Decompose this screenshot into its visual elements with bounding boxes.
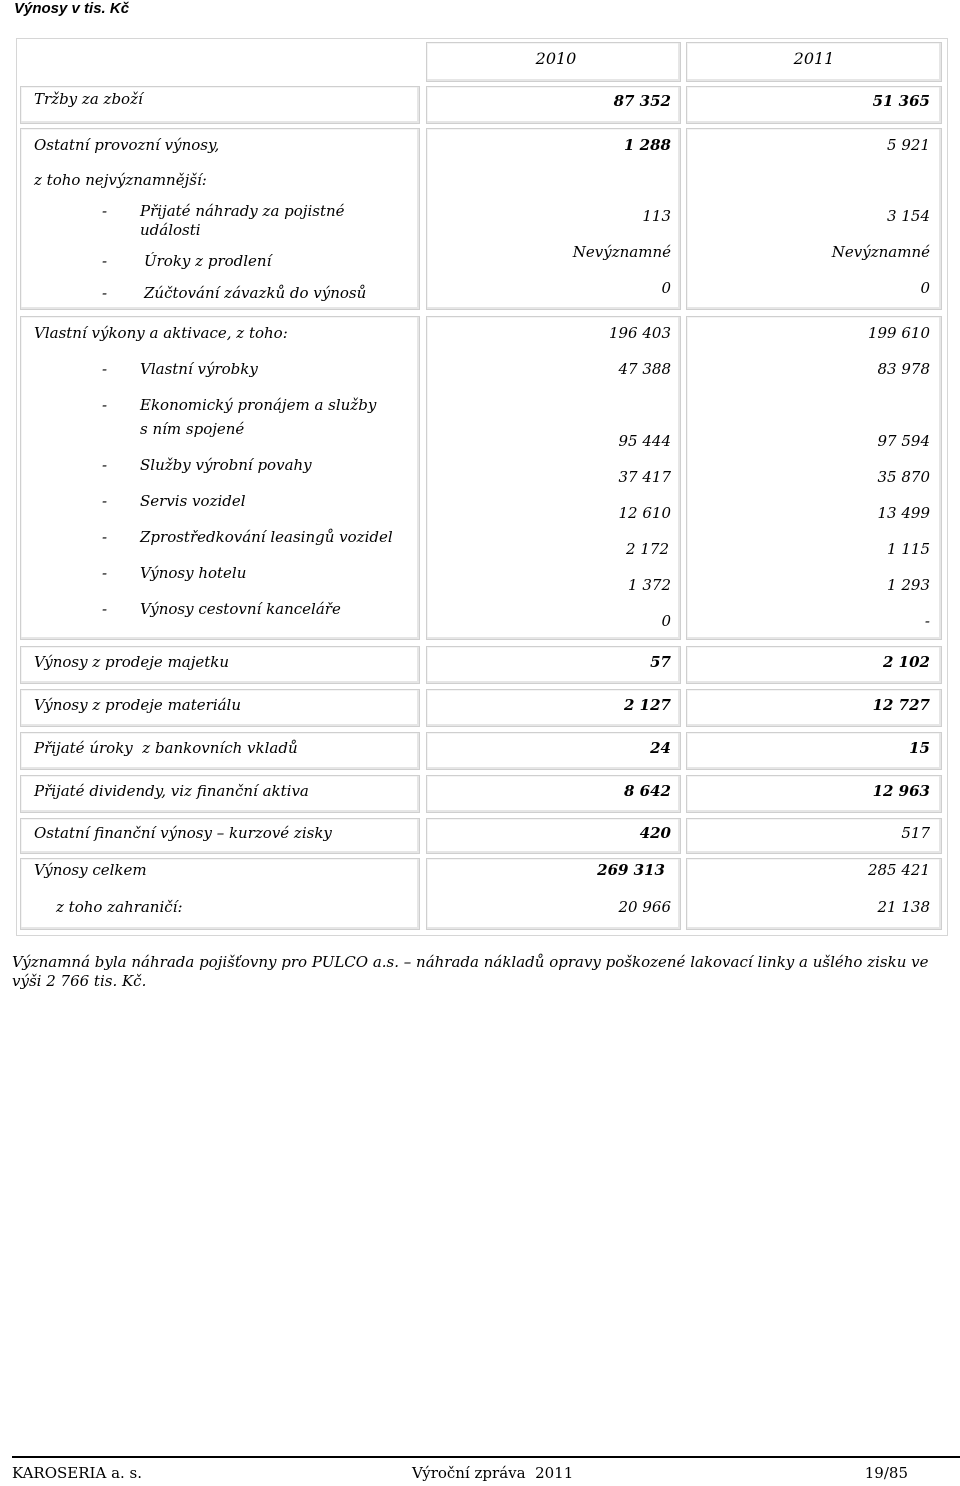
row-label-nahrady-cont: události <box>140 221 201 239</box>
value-trzby-2011: 51 365 <box>872 92 930 110</box>
bullet-dash: - <box>102 564 108 582</box>
row-label-ztoho: z toho nejvýznamnější: <box>34 171 207 189</box>
value-pronajem-2010: 95 444 <box>618 432 671 450</box>
bullet-dash: - <box>102 360 108 378</box>
value-sluzby-2011: 35 870 <box>877 468 930 486</box>
value-zahranici-2010: 20 966 <box>618 898 671 916</box>
value-dividendy-2010: 8 642 <box>624 782 671 800</box>
value-servis-2011: 13 499 <box>877 504 930 522</box>
value-nahrady-2011: 3 154 <box>887 207 930 225</box>
bullet-dash: - <box>102 284 108 302</box>
row-label-financni: Ostatní finanční výnosy – kurzové zisky <box>34 824 332 842</box>
value-celkem-2011: 285 421 <box>867 861 930 879</box>
row-label-ostatni: Ostatní provozní výnosy, <box>34 136 220 154</box>
value-ostatni-2011: 5 921 <box>887 136 930 154</box>
bullet-dash: - <box>102 600 108 618</box>
row-label-majetek: Výnosy z prodeje majetku <box>34 653 230 671</box>
value-material-2011: 12 727 <box>872 696 930 714</box>
row-label-trzby: Tržby za zboží <box>34 90 143 108</box>
row-label-celkem: Výnosy celkem <box>34 861 147 879</box>
value-servis-2010: 12 610 <box>618 504 671 522</box>
footer-company: KAROSERIA a. s. <box>12 1464 143 1482</box>
value-financni-2011: 517 <box>901 824 930 842</box>
row-label-zahranici: z toho zahraničí: <box>56 898 183 916</box>
value-hotel-2010: 1 372 <box>628 576 671 594</box>
row-value-cell <box>686 732 942 770</box>
row-label-cestovni: Výnosy cestovní kanceláře <box>140 600 341 618</box>
value-urokyb-2011: 15 <box>909 739 930 757</box>
value-cestovni-2010: 0 <box>661 612 671 630</box>
value-nahrady-2010: 113 <box>642 207 671 225</box>
row-label-hotel: Výnosy hotelu <box>140 564 247 582</box>
footnote: Významná byla náhrada pojišťovny pro PULCO a.s. – náhrada nákladů opravy poškozené lakovací linky a ušlého zisku ve výši 2 766 tis. Kč. <box>12 953 929 990</box>
bullet-dash: - <box>102 202 108 220</box>
bullet-dash: - <box>102 492 108 510</box>
row-label-pronajem: Ekonomický pronájem a služby <box>140 396 377 414</box>
year-2011: 2011 <box>793 49 835 68</box>
row-label-nahrady: Přijaté náhrady za pojistné <box>140 202 345 220</box>
value-zuctovani-2011: 0 <box>920 279 930 297</box>
row-label-leasing: Zprostředkování leasingů vozidel <box>140 528 393 546</box>
bullet-dash: - <box>102 528 108 546</box>
row-label-urokyb: Přijaté úroky z bankovních vkladů <box>34 739 298 757</box>
value-leasing-2010: 2 172 <box>626 540 669 558</box>
value-vlastni-2010: 196 403 <box>608 324 671 342</box>
row-label-sluzby: Služby výrobní povahy <box>140 456 312 474</box>
value-ostatni-2010: 1 288 <box>624 136 671 154</box>
page-title: Výnosy v tis. Kč <box>14 0 130 17</box>
bullet-dash: - <box>102 252 108 270</box>
row-label-servis: Servis vozidel <box>140 492 246 510</box>
value-uroky-2010: Nevýznamné <box>572 243 671 261</box>
row-value-cell <box>426 646 681 684</box>
value-material-2010: 2 127 <box>624 696 671 714</box>
value-vyrobky-2011: 83 978 <box>877 360 930 378</box>
value-trzby-2010: 87 352 <box>613 92 671 110</box>
value-zahranici-2011: 21 138 <box>877 898 930 916</box>
value-financni-2010: 420 <box>639 824 671 842</box>
value-sluzby-2010: 37 417 <box>618 468 671 486</box>
row-label-zuctovani: Zúčtování závazků do výnosů <box>144 284 367 302</box>
value-vyrobky-2010: 47 388 <box>618 360 671 378</box>
row-label-vlastni: Vlastní výkony a aktivace, z toho: <box>34 324 288 342</box>
row-label-pronajem-cont: s ním spojené <box>140 420 245 438</box>
value-leasing-2011: 1 115 <box>887 540 930 558</box>
value-dividendy-2011: 12 963 <box>872 782 930 800</box>
row-label-uroky: Úroky z prodlení <box>144 252 272 270</box>
value-majetek-2010: 57 <box>650 653 671 671</box>
value-pronajem-2011: 97 594 <box>877 432 930 450</box>
footer-divider <box>12 1456 960 1458</box>
bullet-dash: - <box>102 396 108 414</box>
footer-page-number: 19/85 <box>864 1464 908 1482</box>
year-2010: 2010 <box>535 49 577 68</box>
value-cestovni-2011: - <box>924 612 930 630</box>
row-label-material: Výnosy z prodeje materiálu <box>34 696 242 714</box>
value-majetek-2011: 2 102 <box>883 653 930 671</box>
footer-report: Výroční zpráva 2011 <box>412 1464 574 1482</box>
value-zuctovani-2010: 0 <box>661 279 671 297</box>
row-value-cell <box>426 732 681 770</box>
value-celkem-2010: 269 313 <box>597 861 665 879</box>
value-vlastni-2011: 199 610 <box>867 324 930 342</box>
value-urokyb-2010: 24 <box>650 739 671 757</box>
value-uroky-2011: Nevýznamné <box>831 243 930 261</box>
value-hotel-2011: 1 293 <box>887 576 930 594</box>
row-label-vyrobky: Vlastní výrobky <box>140 360 258 378</box>
row-label-dividendy: Přijaté dividendy, viz finanční aktiva <box>34 782 309 800</box>
bullet-dash: - <box>102 456 108 474</box>
